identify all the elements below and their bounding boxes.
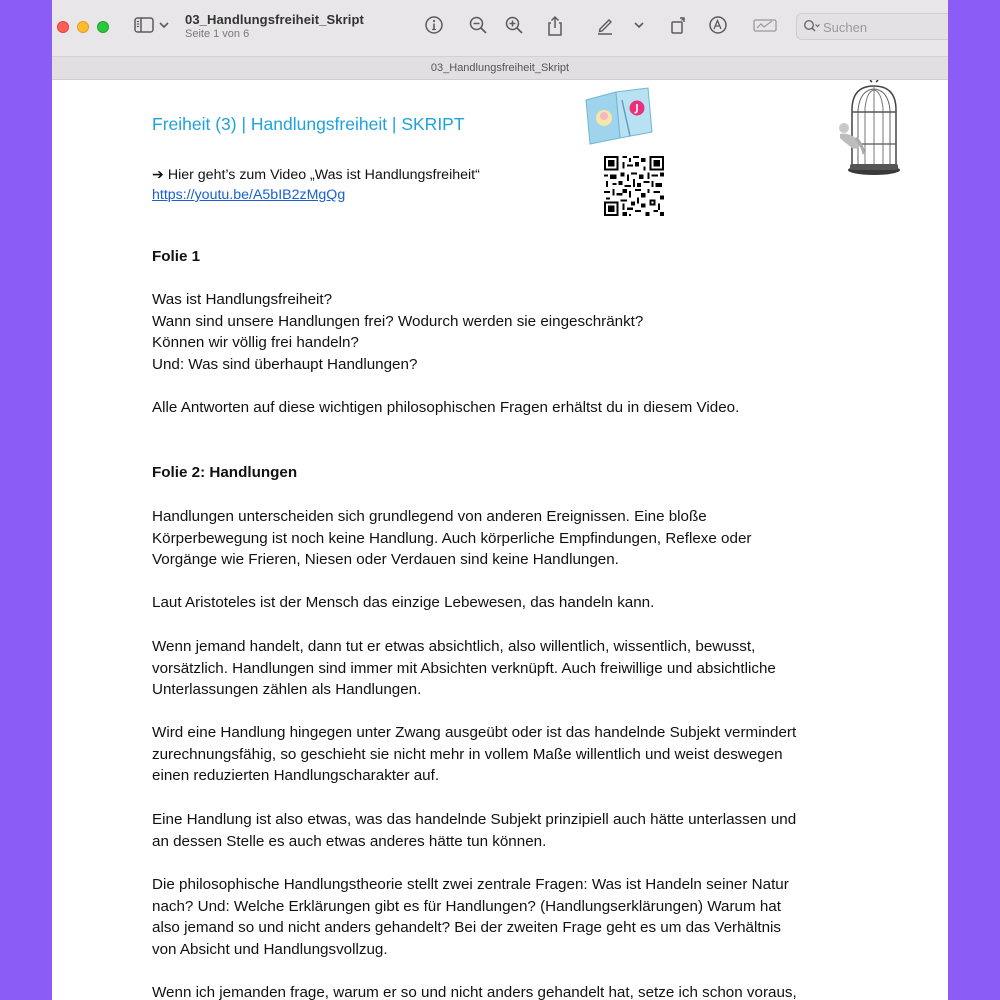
question-line: Was ist Handlungsfreiheit? bbox=[152, 291, 333, 308]
paragraph bbox=[152, 636, 852, 701]
signature-icon bbox=[752, 15, 778, 35]
video-hint: ➔ Hier geht’s zum Video „Was ist Handlungsfreiheit“ bbox=[152, 167, 480, 183]
paragraph-line: an dessen Stelle es auch etwas anderes hätte tun können. bbox=[152, 832, 547, 850]
sidebar-icon bbox=[133, 15, 155, 35]
paragraph bbox=[152, 592, 852, 614]
annotate-icon bbox=[708, 15, 728, 35]
paragraph-line: Unterlassungen zählen als Handlungen. bbox=[152, 681, 422, 699]
toolbar bbox=[52, 0, 948, 56]
paragraph-line: zurechnungsfähig, so geschieht sie nicht mehr in vollem Maße willentlich und weist deswegen bbox=[152, 745, 783, 763]
share-button[interactable] bbox=[545, 15, 565, 37]
folie1-section bbox=[152, 246, 852, 268]
paragraph bbox=[152, 809, 852, 852]
answer-line: Alle Antworten auf diese wichtigen philosophischen Fragen erhältst du in diesem Video. bbox=[152, 399, 740, 416]
paragraph-line: einen reduzierten Handlungscharakter auf. bbox=[152, 767, 440, 785]
zoom-out-icon bbox=[468, 15, 488, 35]
zoom-out-button[interactable] bbox=[468, 15, 488, 35]
paragraph-line: vorsätzlich. Handlungen sind immer mit Absichten verknüpft. Auch freiwillige und absichtliche bbox=[152, 659, 776, 677]
paragraph-line: nach? Und: Welche Erklärungen gibt es für Handlungen? (Handlungserklärungen) Warum hat bbox=[152, 897, 781, 915]
search-icon bbox=[803, 19, 821, 35]
paragraph-line: von Absicht und Handlungsvollzug. bbox=[152, 940, 388, 958]
info-icon bbox=[424, 15, 444, 35]
search-field[interactable] bbox=[796, 13, 948, 40]
zoom-in-icon bbox=[504, 15, 524, 35]
folie2-section bbox=[152, 462, 852, 484]
markup-button[interactable] bbox=[595, 15, 615, 35]
paragraph-line: Wenn ich jemanden frage, warum er so und nicht anders gehandelt hat, setze ich schon voraus, bbox=[152, 984, 797, 1000]
document-tab-title: 03_Handlungsfreiheit_Skript bbox=[52, 56, 948, 80]
view-menu-button[interactable] bbox=[158, 15, 170, 35]
folie2-heading: Folie 2: Handlungen bbox=[152, 464, 298, 481]
signature-button[interactable] bbox=[752, 15, 778, 35]
info-button[interactable] bbox=[424, 15, 444, 35]
rotate-icon bbox=[669, 15, 689, 35]
zoom-in-button[interactable] bbox=[504, 15, 524, 35]
birdcage-image bbox=[838, 80, 910, 178]
paragraph-line: Wird eine Handlung hingegen unter Zwang ausgeübt oder ist das handelnde Subjekt vermindert bbox=[152, 724, 797, 741]
question-line: Und: Was sind überhaupt Handlungen? bbox=[152, 355, 418, 373]
chevron-down-icon bbox=[158, 15, 170, 35]
paragraph-line: Laut Aristoteles ist der Mensch das einzige Lebewesen, das handeln kann. bbox=[152, 594, 655, 611]
paragraph bbox=[152, 722, 852, 787]
video-link[interactable]: https://youtu.be/A5bIB2zMgQg bbox=[152, 187, 346, 203]
paragraph-line: also jemand so und nicht anders gehandelt? Bei der zweiten Frage geht es um das Verhältnis bbox=[152, 919, 781, 937]
paragraph bbox=[152, 506, 852, 571]
paragraph-line: Eine Handlung ist also etwas, was das handelnde Subjekt prinzipiell auch hätte unterlassen und bbox=[152, 811, 797, 828]
annotate-button[interactable] bbox=[708, 15, 728, 35]
question-line: Können wir völlig frei handeln? bbox=[152, 334, 359, 352]
page-indicator: Seite 1 von 6 bbox=[185, 28, 250, 40]
qr-code-image bbox=[604, 156, 664, 216]
pdf-page bbox=[52, 80, 948, 1000]
paragraph bbox=[152, 874, 852, 960]
folie1-heading: Folie 1 bbox=[152, 248, 201, 265]
preview-window bbox=[52, 0, 948, 1000]
folie1-answer bbox=[152, 397, 852, 419]
search-placeholder: Suchen bbox=[823, 20, 868, 35]
rotate-button[interactable] bbox=[669, 15, 689, 35]
markup-pen-icon bbox=[595, 15, 615, 35]
paragraph bbox=[152, 982, 852, 1000]
chevron-down-icon bbox=[633, 15, 645, 35]
paragraph-line: Körperbewegung ist noch keine Handlung. Auch körperliche Empfindungen, Reflexe oder bbox=[152, 529, 752, 547]
book-logo-image bbox=[582, 86, 656, 146]
document-title: 03_Handlungsfreiheit_Skript bbox=[185, 12, 364, 27]
maximize-window-button[interactable] bbox=[97, 21, 109, 33]
close-window-button[interactable] bbox=[57, 21, 69, 33]
script-title: Freiheit (3) | Handlungsfreiheit | SKRIPT bbox=[152, 114, 465, 134]
markup-menu-button[interactable] bbox=[633, 15, 645, 35]
paragraph-line: Handlungen unterscheiden sich grundlegend von anderen Ereignissen. Eine bloße bbox=[152, 508, 707, 525]
paragraph-line: Wenn jemand handelt, dann tut er etwas absichtlich, also willentlich, wissentlich, bewusst, bbox=[152, 638, 756, 655]
paragraph-line: Die philosophische Handlungstheorie stellt zwei zentrale Fragen: Was ist Handeln seiner Natur bbox=[152, 876, 789, 893]
question-line: Wann sind unsere Handlungen frei? Wodurch werden sie eingeschränkt? bbox=[152, 312, 644, 330]
share-icon bbox=[545, 15, 565, 37]
folie1-questions bbox=[152, 289, 852, 375]
sidebar-toggle-button[interactable] bbox=[133, 15, 155, 35]
minimize-window-button[interactable] bbox=[77, 21, 89, 33]
paragraph-line: Vorgänge wie Frieren, Niesen oder Verdauen sind keine Handlungen. bbox=[152, 551, 619, 569]
